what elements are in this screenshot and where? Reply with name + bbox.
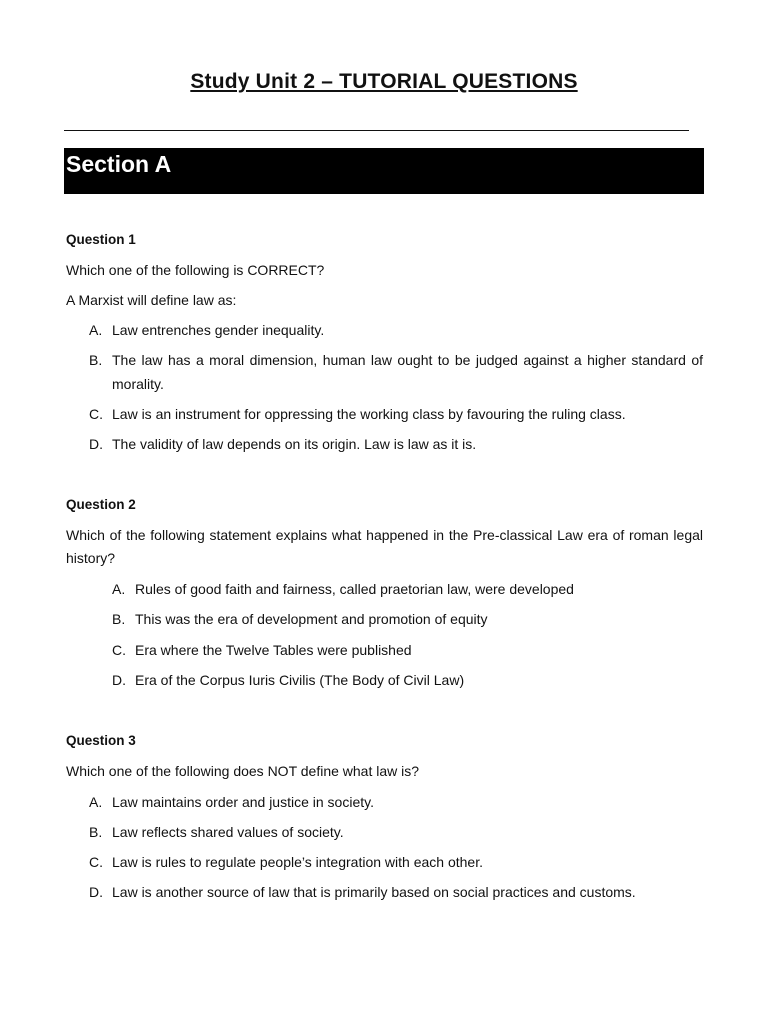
option-letter: C. <box>89 406 103 422</box>
option-text: The law has a moral dimension, human law ought to be judged against a higher standard of morality. <box>112 352 703 392</box>
option-text: Law maintains order and justice in society. <box>112 794 374 810</box>
option-letter: B. <box>89 352 103 368</box>
option-text: This was the era of development and promotion of equity <box>135 611 488 627</box>
option-text: Law is rules to regulate people’s integration with each other. <box>112 854 483 870</box>
option-letter: C. <box>112 642 126 658</box>
question-3-heading: Question 3 <box>66 733 136 748</box>
question-2-heading: Question 2 <box>66 497 136 512</box>
question-1-subprompt: A Marxist will define law as: <box>66 292 237 308</box>
option-letter: D. <box>89 884 103 900</box>
option-letter: B. <box>112 611 126 627</box>
option-text: Era of the Corpus Iuris Civilis (The Body of Civil Law) <box>135 672 465 688</box>
option-letter: A. <box>112 581 126 597</box>
question-3-prompt: Which one of the following does NOT define what law is? <box>66 763 420 779</box>
option-letter: C. <box>89 854 103 870</box>
option-text: Law is an instrument for oppressing the working class by favouring the ruling class. <box>112 406 626 422</box>
option-text: Law is another source of law that is primarily based on social practices and customs. <box>112 884 636 900</box>
option-text: Law entrenches gender inequality. <box>112 322 325 338</box>
option-text: Rules of good faith and fairness, called praetorian law, were developed <box>135 581 574 597</box>
option-letter: D. <box>112 672 126 688</box>
option-letter: D. <box>89 436 103 452</box>
title-divider <box>64 130 689 131</box>
question-2-prompt: Which of the following statement explains what happened in the Pre-classical Law era of roman legal history? <box>66 527 703 566</box>
option-letter: A. <box>89 794 103 810</box>
option-letter: A. <box>89 322 103 338</box>
question-1-heading: Question 1 <box>66 232 136 247</box>
option-text: Law reflects shared values of society. <box>112 824 344 840</box>
section-title: Section A <box>66 151 172 177</box>
option-text: Era where the Twelve Tables were published <box>135 642 412 658</box>
document-title: Study Unit 2 – TUTORIAL QUESTIONS <box>190 70 578 93</box>
question-1-prompt: Which one of the following is CORRECT? <box>66 262 325 278</box>
option-letter: B. <box>89 824 103 840</box>
section-header-bar <box>64 148 704 194</box>
option-text: The validity of law depends on its origin. Law is law as it is. <box>112 436 477 452</box>
